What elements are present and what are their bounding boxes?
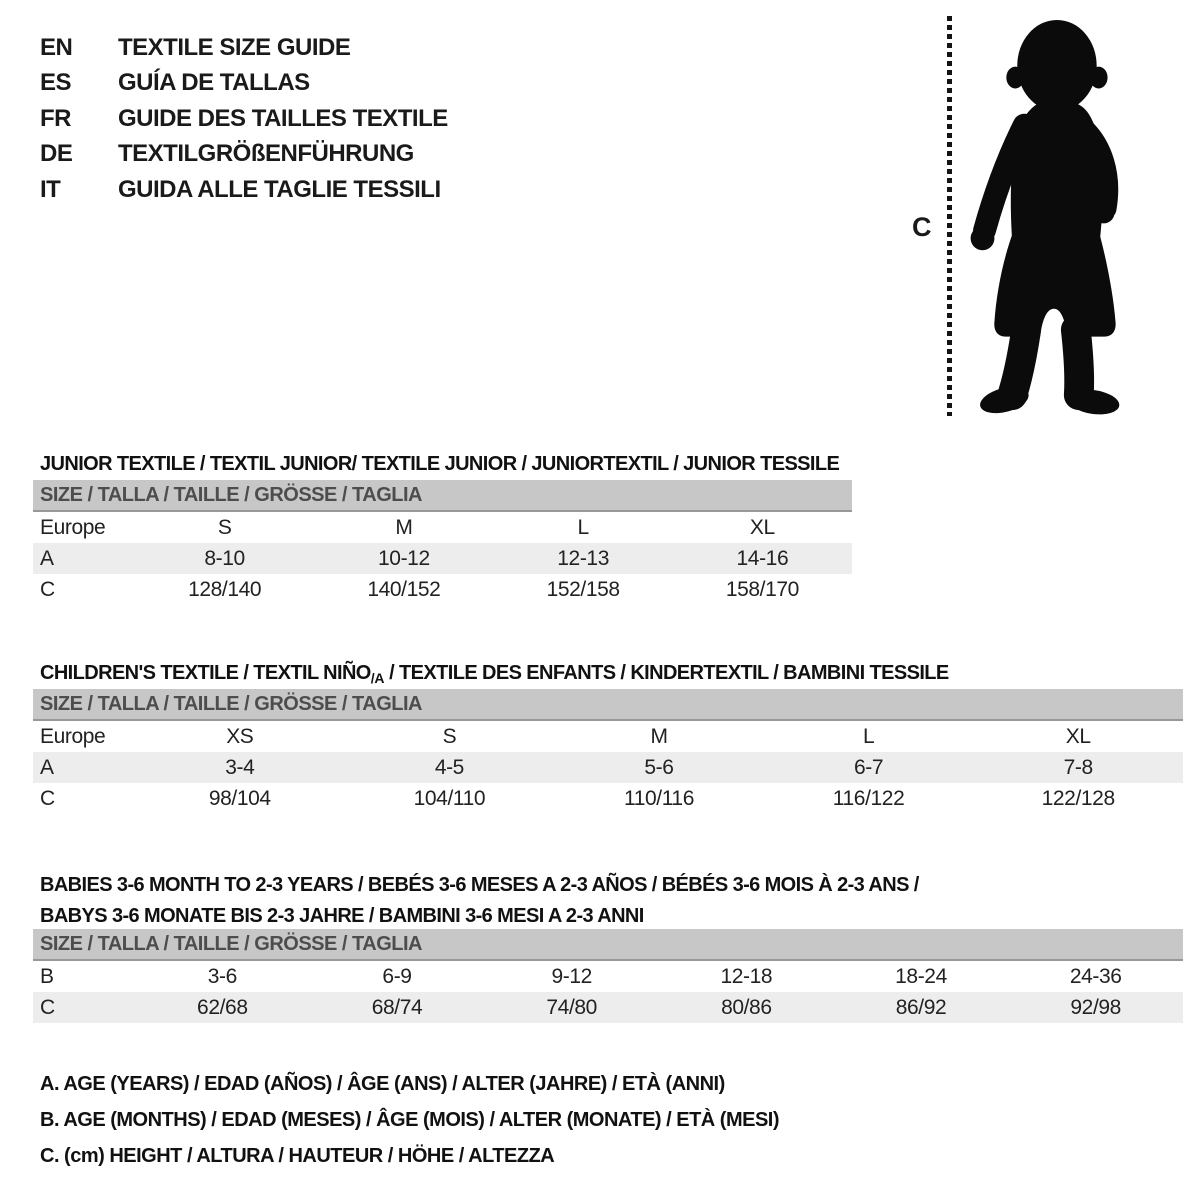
age-cell: 10-12 <box>378 546 430 570</box>
size-cell: S <box>217 515 232 539</box>
row-label: A <box>40 546 54 570</box>
size-cell: S <box>442 724 457 748</box>
height-cell: 158/170 <box>725 577 799 601</box>
babies-section-title <box>40 870 919 932</box>
height-cell: 80/86 <box>721 995 772 1019</box>
footnote-age-months: B. AGE (MONTHS) / EDAD (MESES) / ÂGE (MOIS) / ALTER (MONATE) / ETÀ (MESI) <box>40 1109 780 1131</box>
language-code: EN <box>40 33 73 61</box>
language-title: GUÍA DE TALLAS <box>118 69 310 97</box>
children-title-post: / TEXTILE DES ENFANTS / KINDERTEXTIL / BAMBINI TESSILE <box>384 661 949 684</box>
age-cell: 3-4 <box>225 755 255 779</box>
children-section-title <box>40 662 949 686</box>
age-cell: 12-13 <box>557 546 609 570</box>
row-label: Europe <box>40 724 106 748</box>
babies-title-line1: BABIES 3-6 MONTH TO 2-3 YEARS / BEBÉS 3-6 MESES A 2-3 AÑOS / BÉBÉS 3-6 MOIS À 2-3 ANS / <box>40 873 919 896</box>
size-cell: M <box>395 515 413 539</box>
age-cell: 6-7 <box>854 755 884 779</box>
footnote-age-years: A. AGE (YEARS) / EDAD (AÑOS) / ÂGE (ANS) / ALTER (JAHRE) / ETÀ (ANNI) <box>40 1073 725 1095</box>
language-title-block <box>40 30 448 208</box>
months-cell: 18-24 <box>895 964 947 988</box>
age-cell: 14-16 <box>736 546 789 570</box>
size-cell: M <box>650 724 668 748</box>
age-cell: 4-5 <box>434 755 464 779</box>
footnote-height-cm: C. (cm) HEIGHT / ALTURA / HAUTEUR / HÖHE / ALTEZZA <box>40 1145 555 1167</box>
months-cell: 9-12 <box>551 964 592 988</box>
table-row-age <box>33 752 1183 783</box>
size-header-bar: SIZE / TALLA / TAILLE / GRÖSSE / TAGLIA <box>33 929 1183 961</box>
size-header-bar: SIZE / TALLA / TAILLE / GRÖSSE / TAGLIA <box>33 480 852 512</box>
babies-title-line2: BABYS 3-6 MONATE BIS 2-3 JAHRE / BAMBINI 3-6 MESI A 2-3 ANNI <box>40 904 644 927</box>
language-title: TEXTILGRÖßENFÜHRUNG <box>118 140 414 168</box>
months-cell: 24-36 <box>1069 964 1122 988</box>
height-cell: 104/110 <box>413 786 486 810</box>
language-title: GUIDE DES TAILLES TEXTILE <box>118 104 448 132</box>
size-cell: L <box>577 515 589 539</box>
height-cell: 86/92 <box>895 995 947 1019</box>
row-label: B <box>40 964 54 988</box>
age-cell: 8-10 <box>204 546 245 570</box>
table-row-height <box>33 574 852 605</box>
language-title: GUIDA ALLE TAGLIE TESSILI <box>118 175 441 203</box>
row-label: C <box>40 786 55 810</box>
babies-size-table <box>33 929 1183 1023</box>
height-measure-dashed-line <box>947 16 952 416</box>
height-cell: 68/74 <box>371 995 423 1019</box>
language-row-fr <box>40 101 448 137</box>
size-cell: L <box>862 724 875 748</box>
legend-footnotes <box>40 1066 779 1174</box>
height-cell: 98/104 <box>208 786 271 810</box>
language-code: FR <box>40 104 71 132</box>
language-row-it <box>40 172 448 208</box>
language-row-en <box>40 30 448 66</box>
language-row-es <box>40 66 448 102</box>
row-label: A <box>40 755 54 779</box>
children-title-sub: /A <box>370 669 385 686</box>
height-measure-label: C <box>912 212 932 242</box>
height-cell: 62/68 <box>197 995 248 1019</box>
size-cell: XL <box>1065 724 1091 748</box>
language-code: ES <box>40 69 72 97</box>
table-row-months <box>33 961 1183 992</box>
table-row-height <box>33 783 1183 814</box>
table-row-age <box>33 543 852 574</box>
children-size-table <box>33 689 1183 814</box>
baby-silhouette-icon <box>962 14 1140 416</box>
size-cell: XL <box>749 515 775 539</box>
table-row-europe <box>33 512 852 543</box>
language-code: IT <box>40 175 61 203</box>
children-title-pre: CHILDREN'S TEXTILE / TEXTIL NIÑO <box>40 661 371 684</box>
height-cell: 122/128 <box>1041 786 1115 810</box>
junior-size-table <box>33 480 852 605</box>
table-row-height <box>33 992 1183 1023</box>
height-cell: 140/152 <box>367 577 441 601</box>
size-cell: XS <box>226 724 254 748</box>
language-code: DE <box>40 140 73 168</box>
row-label: C <box>40 577 55 601</box>
height-cell: 152/158 <box>546 577 620 601</box>
height-cell: 92/98 <box>1070 995 1121 1019</box>
age-cell: 5-6 <box>644 755 674 779</box>
language-title: TEXTILE SIZE GUIDE <box>118 33 351 61</box>
table-row-europe <box>33 721 1183 752</box>
months-cell: 3-6 <box>207 964 237 988</box>
language-row-de <box>40 137 448 173</box>
height-cell: 110/116 <box>623 786 694 810</box>
height-cell: 116/122 <box>832 786 905 810</box>
height-cell: 128/140 <box>188 577 262 601</box>
age-cell: 7-8 <box>1063 755 1093 779</box>
height-cell: 74/80 <box>546 995 597 1019</box>
row-label: C <box>40 995 55 1019</box>
months-cell: 6-9 <box>382 964 412 988</box>
junior-section-title: JUNIOR TEXTILE / TEXTIL JUNIOR/ TEXTILE JUNIOR / JUNIORTEXTIL / JUNIOR TESSILE <box>40 452 840 475</box>
size-header-bar: SIZE / TALLA / TAILLE / GRÖSSE / TAGLIA <box>33 689 1183 721</box>
row-label: Europe <box>40 515 106 539</box>
months-cell: 12-18 <box>720 964 773 988</box>
